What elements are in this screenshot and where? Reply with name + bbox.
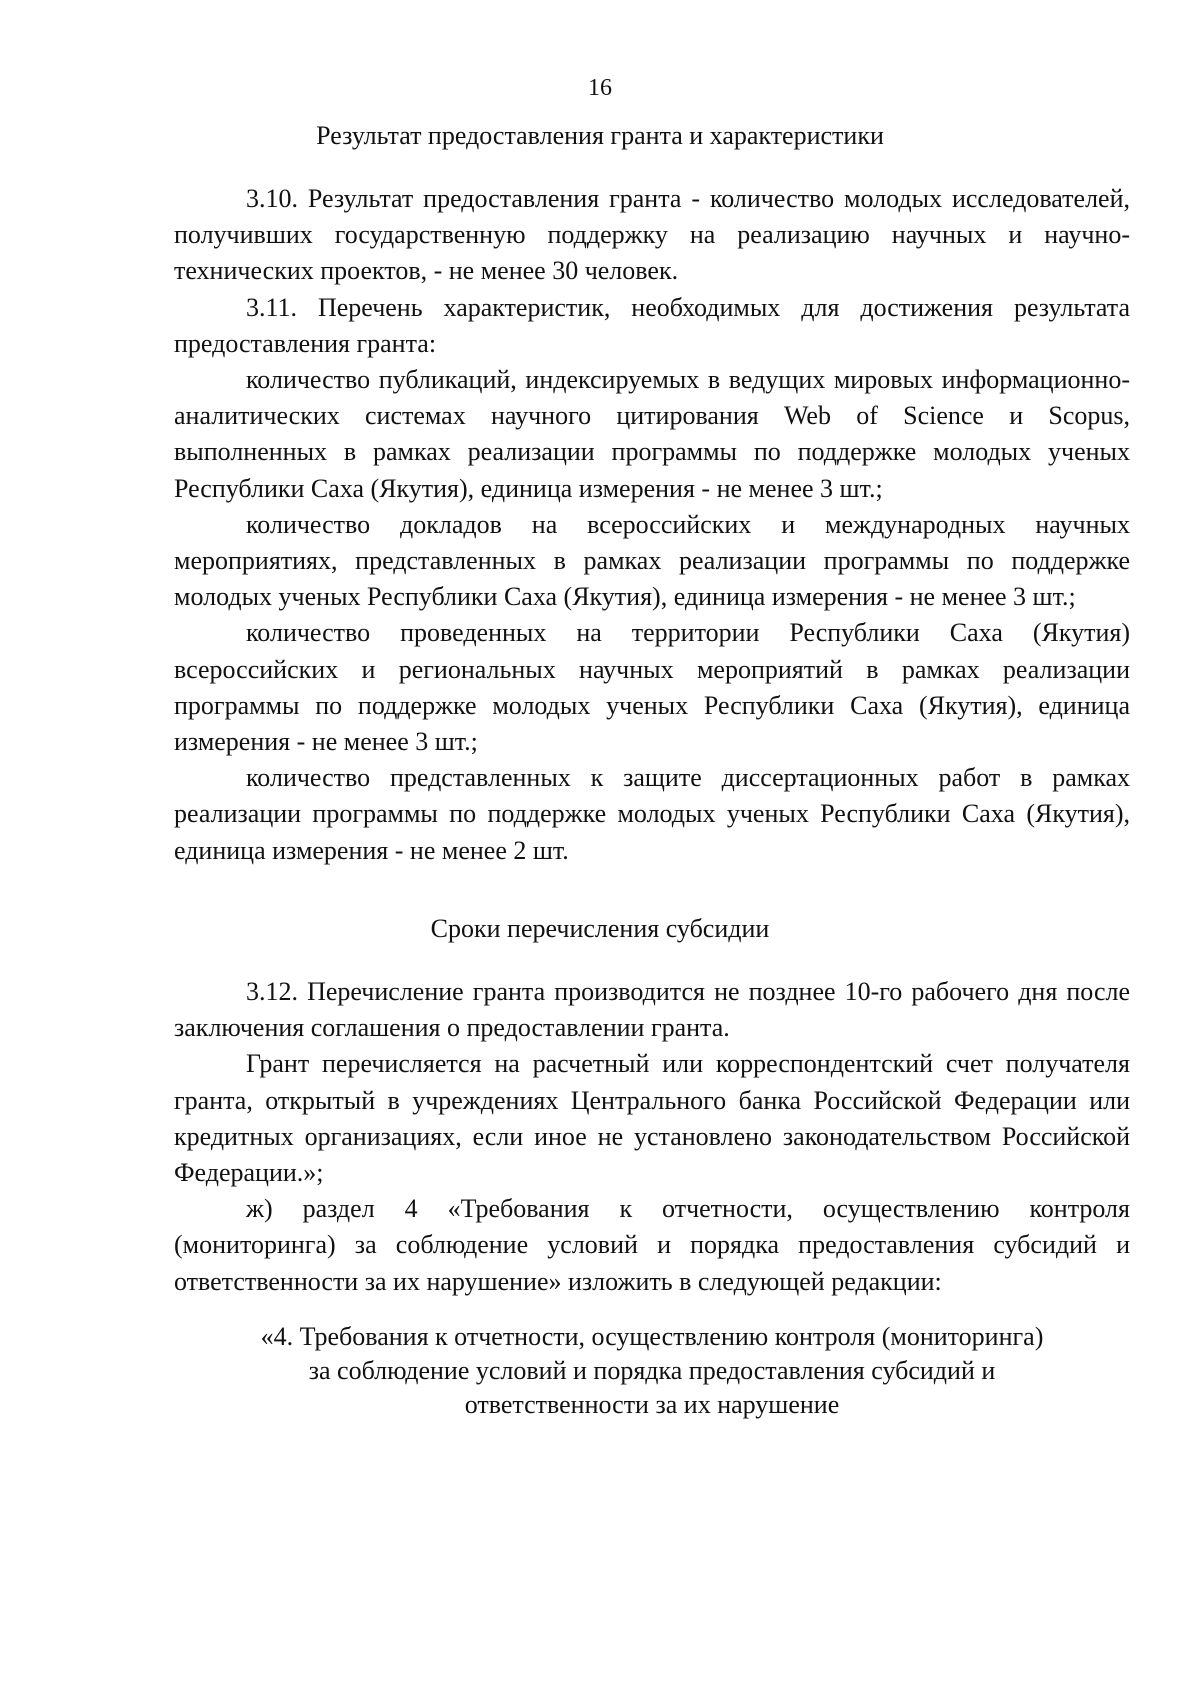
paragraph-3-11: 3.11. Перечень характеристик, необходимых для достижения результата предоставления гранта: <box>174 292 1130 358</box>
subsidy-terms-section <box>174 974 1130 1300</box>
paragraph-3-12: 3.12. Перечисление гранта производится не позднее 10-го рабочего дня после заключения соглашения о предоставлении гранта. <box>174 977 1130 1043</box>
paragraph-zh: ж) раздел 4 «Требования к отчетности, осуществлению контроля (мониторинга) за соблюдение условий и порядка предоставления субсидий и ответственности за их нарушение» изложить в следующей редакции: <box>174 1194 1130 1296</box>
paragraph-3-10: 3.10. Результат предоставления гранта - количество молодых исследователей, получивших государственную поддержку на реализацию научных и научно-технических проектов, - не менее 30 человек. <box>174 184 1130 286</box>
grant-result-section <box>174 181 1130 869</box>
paragraph-grant-transfer: Грант перечисляется на расчетный или корреспондентский счет получателя гранта, открытый в учреждениях Центрального банка Российской Федерации или кредитных организациях, если иное не установлено законодательством Российской Федерации.»; <box>174 1049 1130 1188</box>
section-4-title-line-1: «4. Требования к отчетности, осуществлению контроля (мониторинга) <box>260 1322 1044 1351</box>
page-number: 16 <box>588 75 612 101</box>
paragraph-reports: количество докладов на всероссийских и международных научных мероприятиях, представленных в рамках реализации программы по поддержке молодых ученых Республики Саха (Якутия), единица измерения - не менее 3 шт.; <box>174 509 1130 612</box>
heading-subsidy-terms: Сроки перечисления субсидии <box>430 914 770 943</box>
heading-grant-result: Результат предоставления гранта и характеристики <box>316 121 884 150</box>
paragraph-dissertations: количество представленных к защите диссертационных работ в рамках реализации программы по поддержке молодых ученых Республики Саха (Якутия), единица измерения - не менее 2 шт. <box>174 763 1130 865</box>
section-4-title-line-3: ответственности за их нарушение <box>464 1390 840 1419</box>
section-4-title-line-2: за соблюдение условий и порядка предоставления субсидий и <box>308 1356 996 1385</box>
paragraph-publications: количество публикаций, индексируемых в ведущих мировых информационно-аналитических системах научного цитирования Web of Science и Scopus, выполненных в рамках реализации программы по поддержке молодых ученых Республики Саха (Якутия), единица измерения - не менее 3 шт.; <box>174 365 1130 503</box>
paragraph-events: количество проведенных на территории Республики Саха (Якутия) всероссийских и региональных научных мероприятий в рамках реализации программы по поддержке молодых ученых Республики Саха (Якутия), единица измерения - не менее 3 шт.; <box>174 618 1130 757</box>
section-4-title <box>174 1320 1130 1422</box>
